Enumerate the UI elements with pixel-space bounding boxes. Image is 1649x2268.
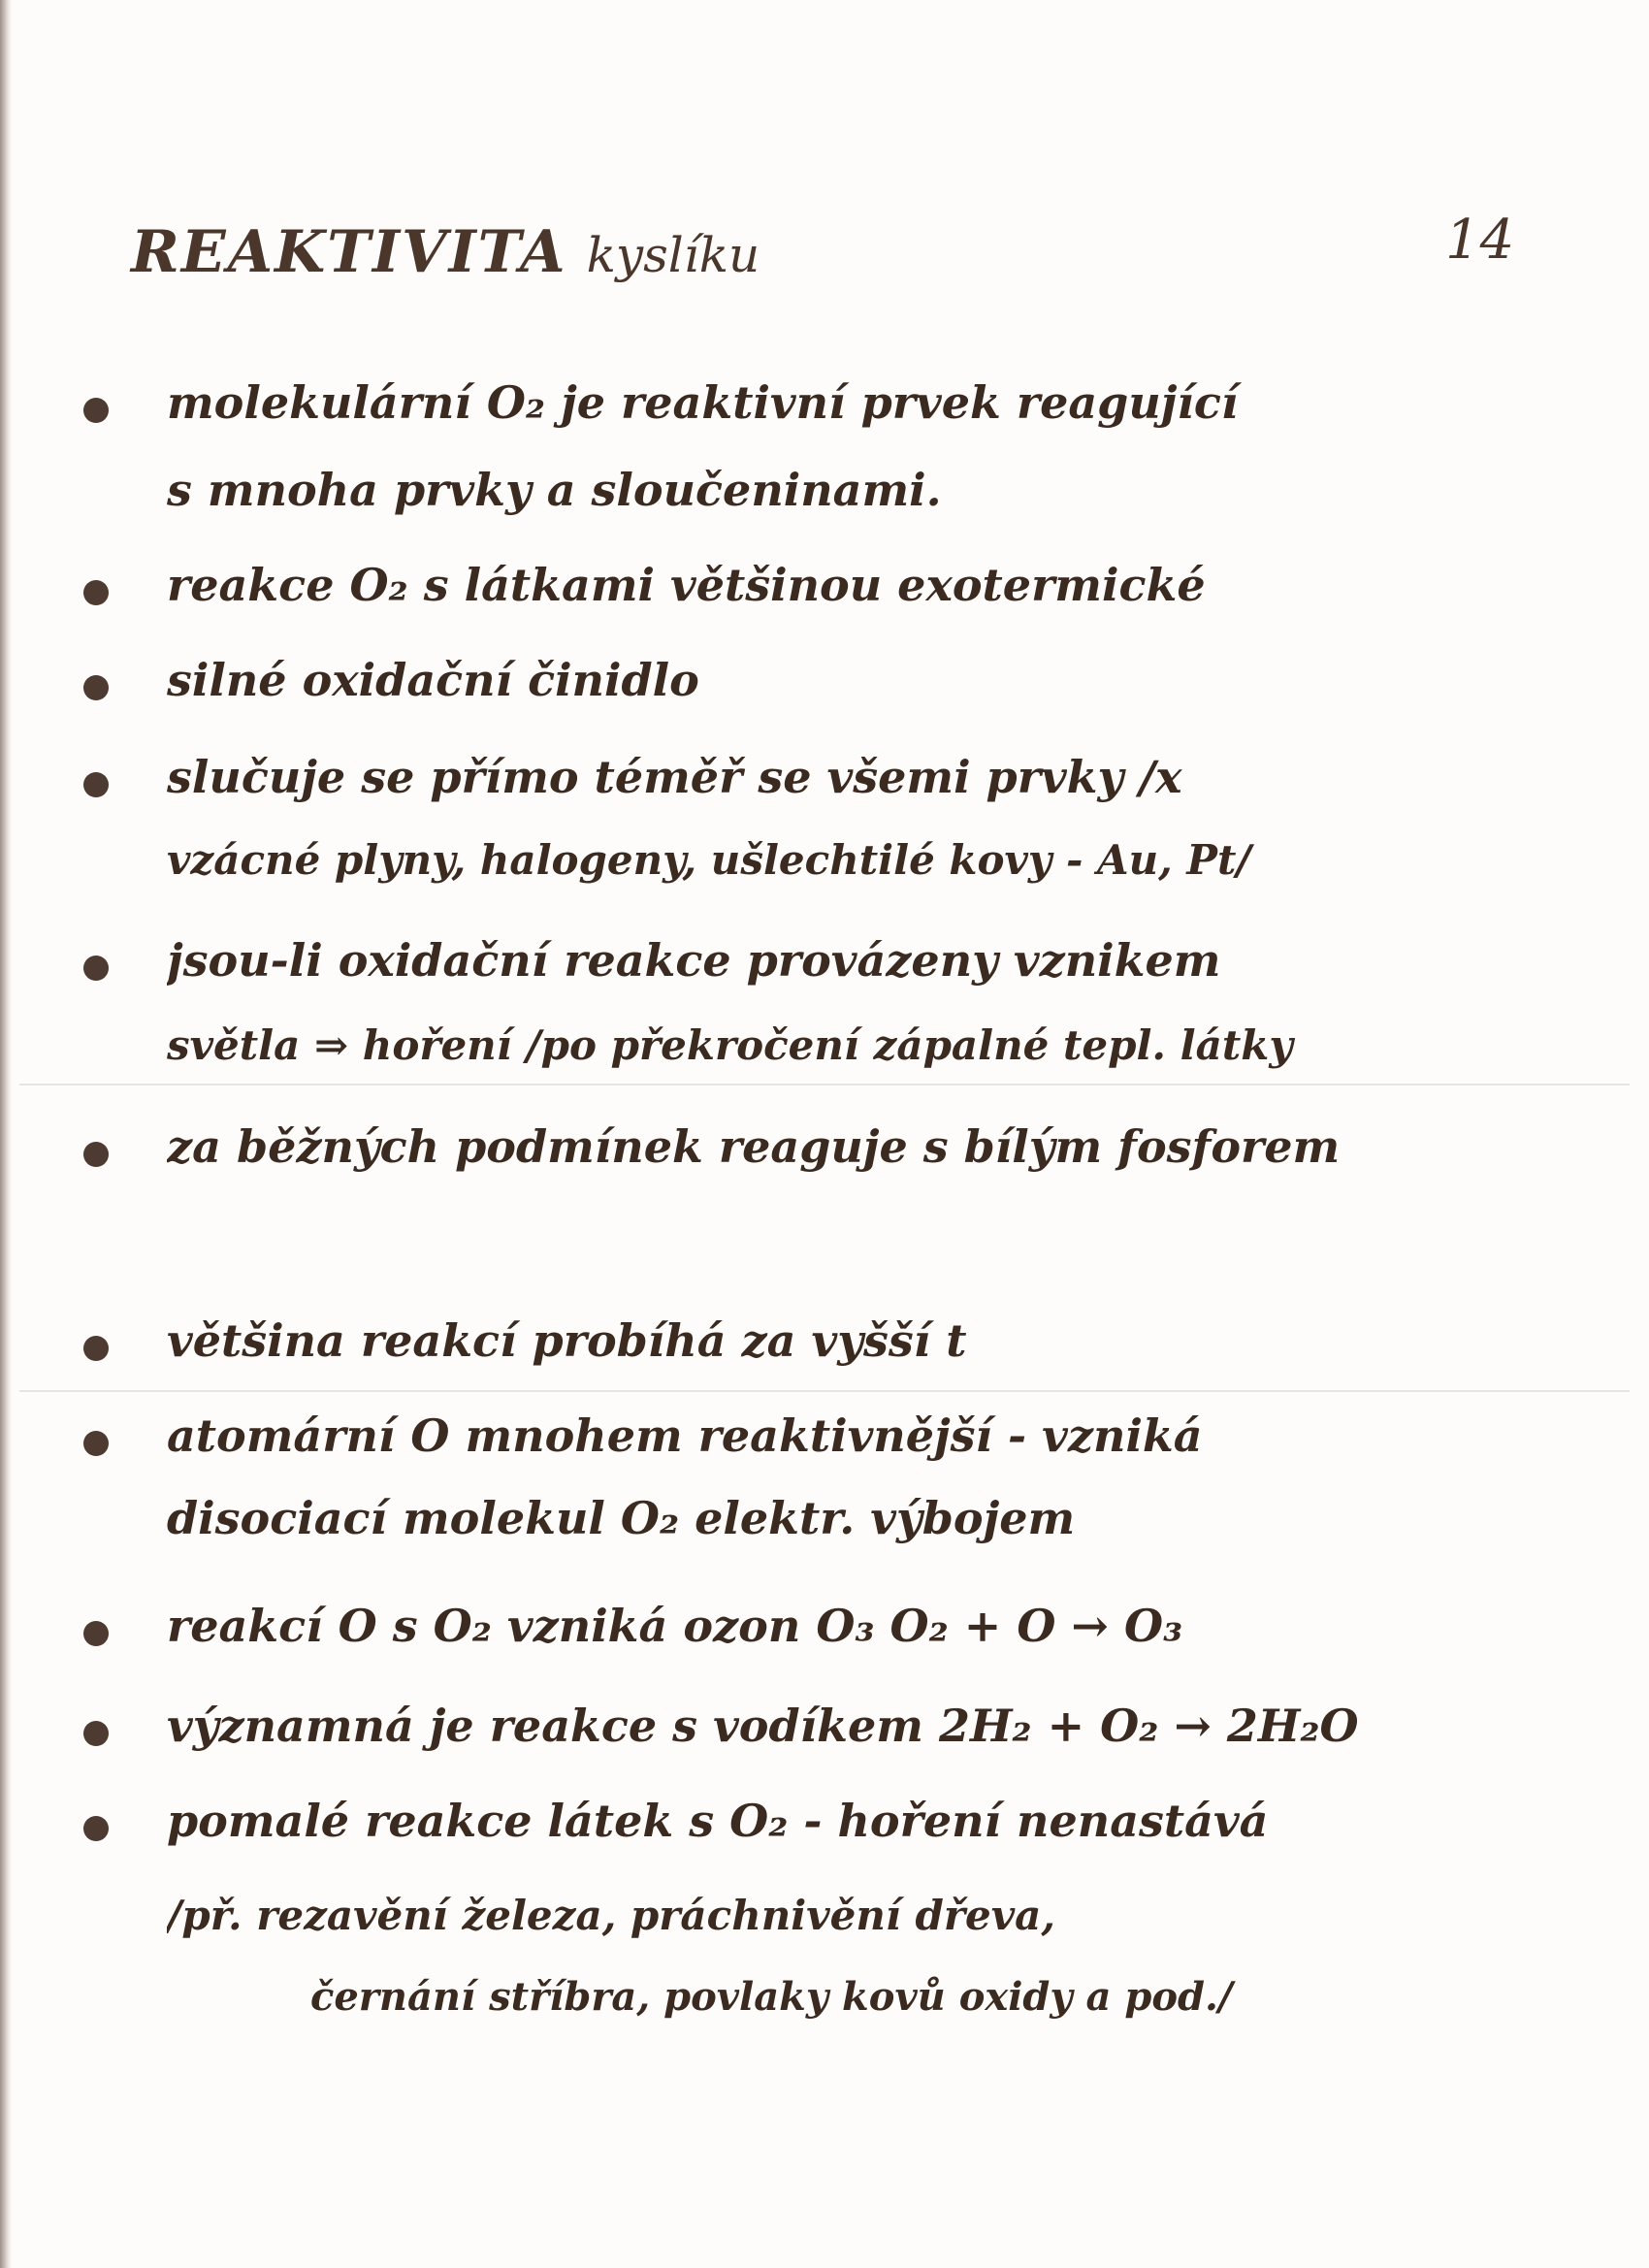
note-line: slučuje se přímo téměř se všemi prvky /x [167,751,1182,803]
note-line: významná je reakce s vodíkem 2H₂ + O₂ → 2H₂O [167,1700,1359,1752]
bullet-dot [83,675,109,700]
page-title [131,218,760,286]
note-line: reakce O₂ s látkami většinou exotermické [167,559,1206,611]
note-line: /př. rezavění železa, práchnivění dřeva, [167,1892,1055,1939]
note-line: s mnoha prvky a sloučeninami. [167,464,942,516]
fold-line [19,1084,1630,1085]
page-edge-shadow [0,0,12,2268]
title-main: REAKTIVITA [131,218,567,286]
note-line: za běžných podmínek reaguje s bílým fosforem [167,1120,1341,1173]
note-line: molekulární O₂ je reaktivní prvek reagující [167,376,1239,429]
bullet-dot [83,1816,109,1841]
fold-line [19,1390,1630,1392]
page-number: 14 [1445,209,1515,272]
bullet-dot [83,1336,109,1361]
note-line: pomalé reakce látek s O₂ - hoření nenastává [167,1795,1269,1847]
note-line: disociací molekul O₂ elektr. výbojem [167,1492,1076,1544]
note-line: vzácné plyny, halogeny, ušlechtilé kovy - Au, Pt/ [167,836,1251,884]
note-line: silné oxidační činidlo [167,654,699,706]
note-line: většina reakcí probíhá za vyšší t [167,1314,967,1367]
bullet-dot [83,1142,109,1167]
bullet-dot [83,1721,109,1746]
note-line: světla ⇒ hoření /po překročení zápalné tepl. látky [167,1021,1293,1069]
bullet-dot [83,398,109,423]
note-line: reakcí O s O₂ vzniká ozon O₃ O₂ + O → O₃ [167,1600,1183,1652]
bullet-dot [83,580,109,605]
bullet-dot [83,1621,109,1646]
note-line: atomární O mnohem reaktivnější - vzniká [167,1409,1203,1462]
note-line: černání stříbra, povlaky kovů oxidy a pod./ [310,1974,1233,2020]
bullet-dot [83,1431,109,1456]
bullet-dot [83,956,109,981]
title-sub: kyslíku [586,227,760,283]
bullet-dot [83,772,109,797]
note-line: jsou-li oxidační reakce provázeny vznikem [167,934,1221,987]
